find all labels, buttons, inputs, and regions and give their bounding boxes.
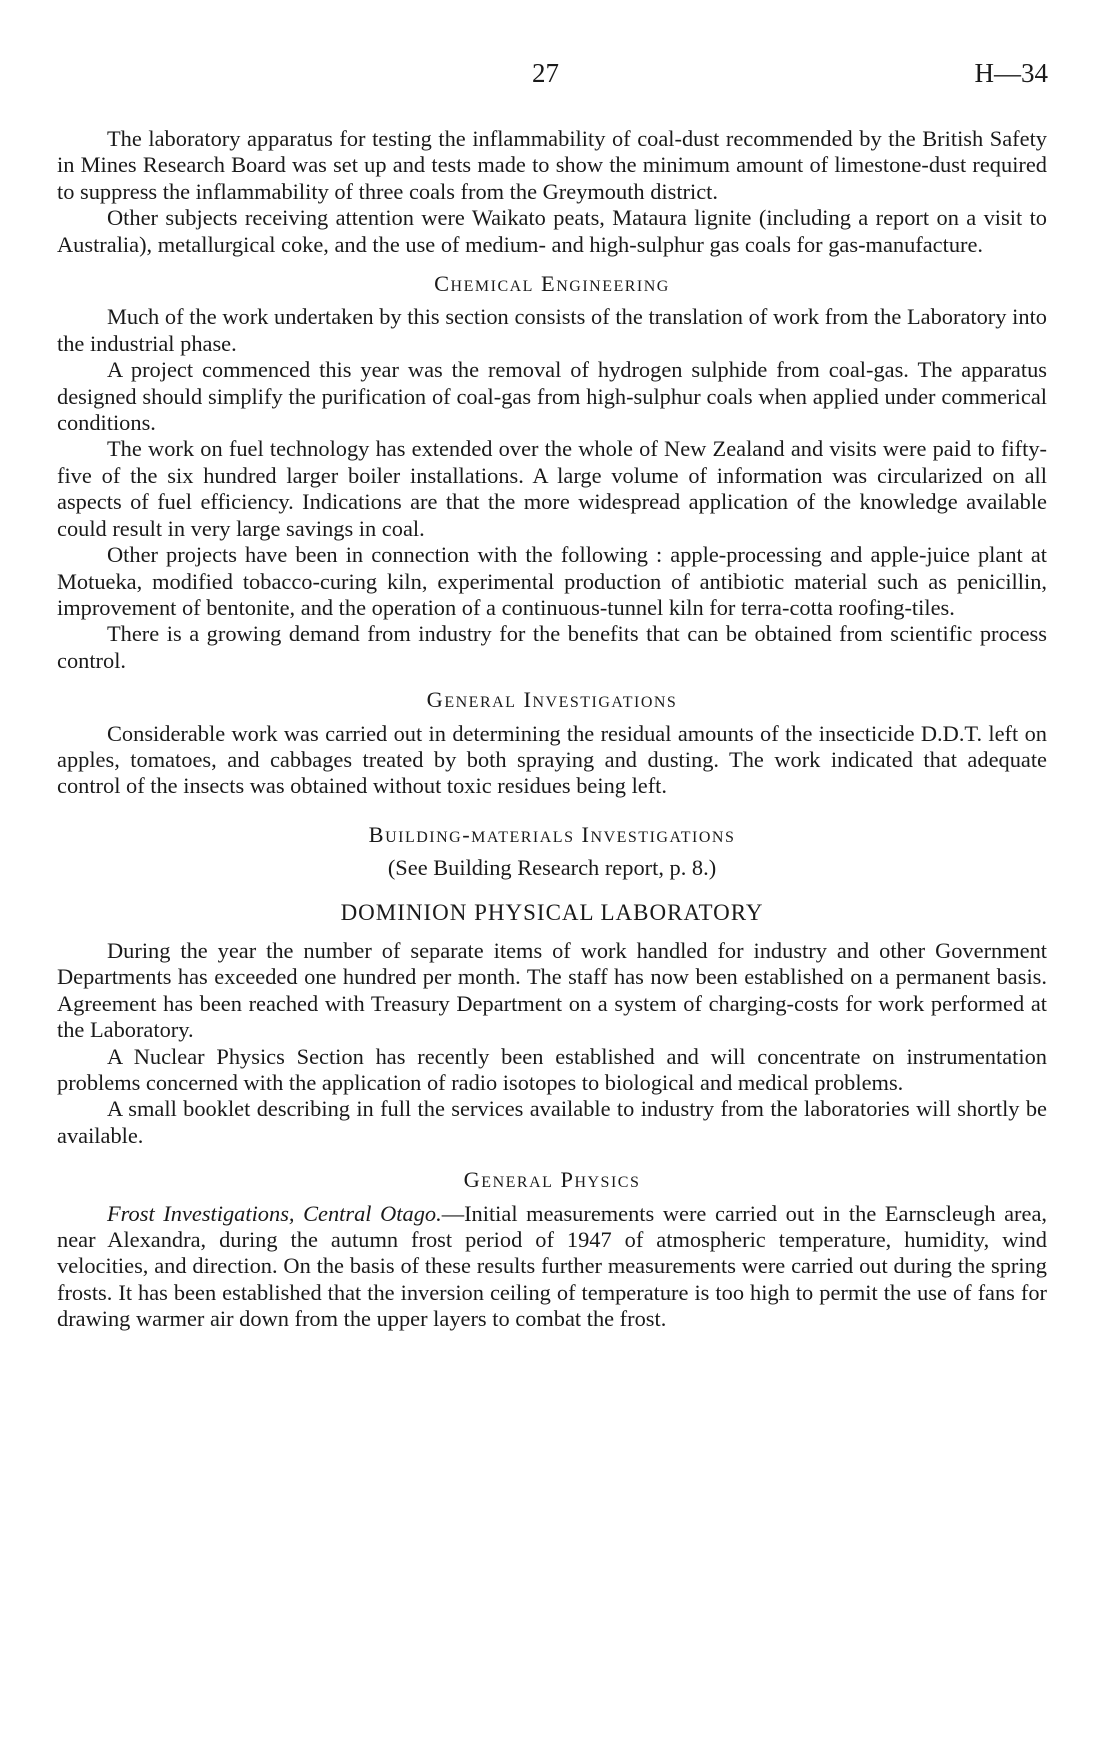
paragraph: The work on fuel technology has extended over the whole of New Zealand and visits were paid to fifty-five of the six hundred larger boiler installations. A large volume of information was circularized on all aspects of fuel efficiency. Indications are that the more widespread application of the knowledge available could result in very large savings in coal. bbox=[57, 436, 1047, 541]
major-heading-dominion-physical-laboratory: DOMINION PHYSICAL LABORATORY bbox=[340, 899, 764, 925]
section-heading-building-materials: Building-materials Investigations bbox=[368, 821, 736, 847]
section-heading-chemical-engineering: Chemical Engineering bbox=[434, 271, 670, 297]
paragraph: A Nuclear Physics Section has recently been established and will concentrate on instrumentation problems concerned with the application of radio isotopes to biological and medical problems. bbox=[57, 1043, 1047, 1095]
section-heading-general-investigations: General Investigations bbox=[426, 687, 678, 713]
paragraph: Considerable work was carried out in determining the residual amounts of the insecticide D.D.T. left on apples, tomatoes, and cabbages treated by both spraying and dusting. The work indicated that adequate control of the insects was obtained without toxic residues being left. bbox=[57, 720, 1047, 799]
paragraph: During the year the number of separate items of work handled for industry and other Government Departments has exceeded one hundred per month. The staff has now been established on a permanent basis. Agreement has been reached with Treasury Department on a system of charging-costs for work performed at the Laboratory. bbox=[57, 937, 1047, 1043]
document-reference: H—34 bbox=[974, 58, 1048, 88]
paragraph: Other projects have been in connection with the following : apple-processing and apple-juice plant at Motueka, modified tobacco-curing kiln, experimental production of antibiotic material such as penicillin, improvement of bentonite, and the operation of a continuous-tunnel kiln for terra-cotta roofing-tiles. bbox=[57, 542, 1047, 620]
paragraph: The laboratory apparatus for testing the inflammability of coal-dust recommended by the British Safety in Mines Research Board was set up and tests made to show the minimum amount of limestone-dust required to suppress the inflammability of three coals from the Greymouth district. bbox=[57, 126, 1047, 204]
paragraph: A project commenced this year was the removal of hydrogen sulphide from coal-gas. The apparatus designed should simplify the purification of coal-gas from high-sulphur coals when applied under commerical conditions. bbox=[57, 357, 1047, 436]
page-body bbox=[57, 126, 1047, 1333]
paragraph-frost-investigations bbox=[57, 1201, 1047, 1333]
paragraph: Much of the work undertaken by this section consists of the translation of work from the Laboratory into the industrial phase. bbox=[57, 304, 1047, 356]
paragraph: A small booklet describing in full the services available to industry from the laboratories will shortly be available. bbox=[57, 1096, 1047, 1148]
run-in-heading: Frost Investigations, Central Otago. bbox=[107, 1200, 442, 1226]
paragraph-text: —Initial measurements were carried out in the Earnscleugh area, near Alexandra, during the autumn frost period of 1947 of atmospheric temperature, humidity, wind velocities, and direction. On the basis of these results further measurements were carried out during the spring frosts. It has been established that the inversion ceiling of temperature is too high to permit the use of fans for drawing warmer air down from the upper layers to combat the frost. bbox=[57, 1200, 1047, 1332]
paragraph: There is a growing demand from industry for the benefits that can be obtained from scientific process control. bbox=[57, 621, 1047, 673]
cross-reference-note: (See Building Research report, p. 8.) bbox=[387, 855, 717, 881]
page-number: 27 bbox=[532, 58, 559, 88]
page-header bbox=[0, 58, 1114, 92]
paragraph: Other subjects receiving attention were Waikato peats, Mataura lignite (including a report on a visit to Australia), metallurgical coke, and the use of medium- and high-sulphur gas coals for gas-manufacture. bbox=[57, 205, 1047, 257]
section-heading-general-physics: General Physics bbox=[463, 1167, 641, 1193]
